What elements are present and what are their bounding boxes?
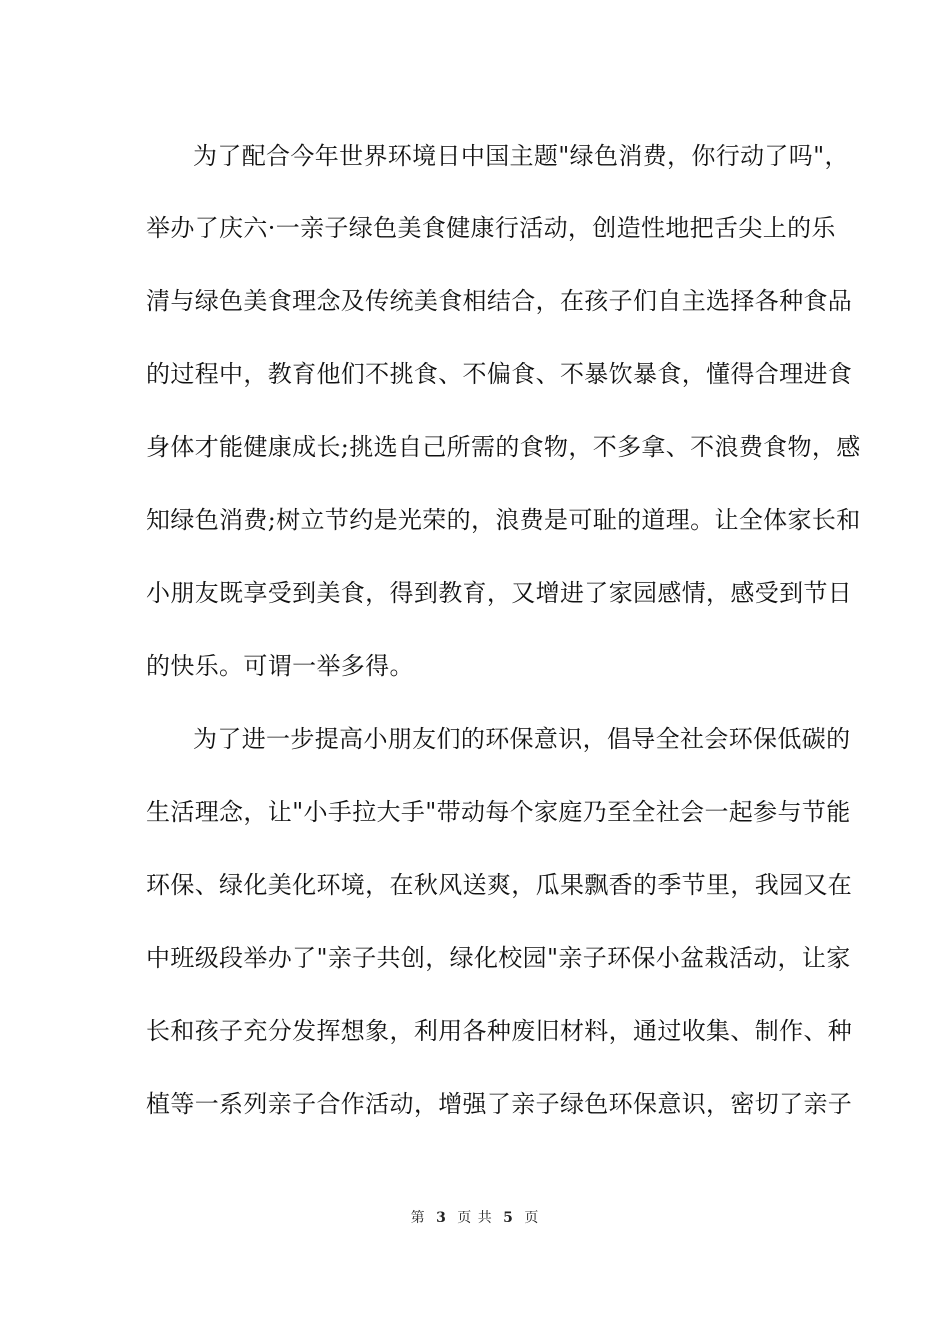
paragraph-2-line-5: 长和孩子充分发挥想象，利用各种废旧材料，通过收集、制作、种 <box>146 1017 853 1045</box>
paragraph-1-line-6: 知绿色消费;树立节约是光荣的，浪费是可耻的道理。让全体家长和 <box>146 506 861 534</box>
footer-suffix: 页 <box>524 1210 540 1226</box>
paragraph-1-line-4: 的过程中，教育他们不挑食、不偏食、不暴饮暴食，懂得合理进食 <box>146 360 853 388</box>
footer-middle: 页 共 <box>457 1210 493 1226</box>
paragraph-2-line-1: 为了进一步提高小朋友们的环保意识，倡导全社会环保低碳的 <box>193 725 851 753</box>
paragraph-1-line-5: 身体才能健康成长;挑选自己所需的食物，不多拿、不浪费食物，感 <box>146 433 861 461</box>
current-page-number: 3 <box>436 1210 447 1226</box>
paragraph-1-line-2: 举办了庆六·一亲子绿色美食健康行活动，创造性地把舌尖上的乐 <box>146 214 836 242</box>
paragraph-2-line-3: 环保、绿化美化环境，在秋风送爽，瓜果飘香的季节里，我园又在 <box>146 871 853 899</box>
total-pages-number: 5 <box>503 1210 514 1226</box>
page-number-footer <box>0 1208 950 1228</box>
paragraph-2-line-6: 植等一系列亲子合作活动，增强了亲子绿色环保意识，密切了亲子 <box>146 1090 853 1118</box>
footer-prefix: 第 <box>410 1210 426 1226</box>
paragraph-1-line-1: 为了配合今年世界环境日中国主题"绿色消费，你行动了吗"， <box>193 142 849 170</box>
paragraph-1-line-3: 清与绿色美食理念及传统美食相结合，在孩子们自主选择各种食品 <box>146 287 853 315</box>
paragraph-2-line-4: 中班级段举办了"亲子共创，绿化校园"亲子环保小盆栽活动，让家 <box>146 944 851 972</box>
paragraph-1-line-8: 的快乐。可谓一举多得。 <box>146 652 414 680</box>
paragraph-2-line-2: 生活理念，让"小手拉大手"带动每个家庭乃至全社会一起参与节能 <box>146 798 851 826</box>
paragraph-1-line-7: 小朋友既享受到美食，得到教育，又增进了家园感情，感受到节日 <box>146 579 853 607</box>
